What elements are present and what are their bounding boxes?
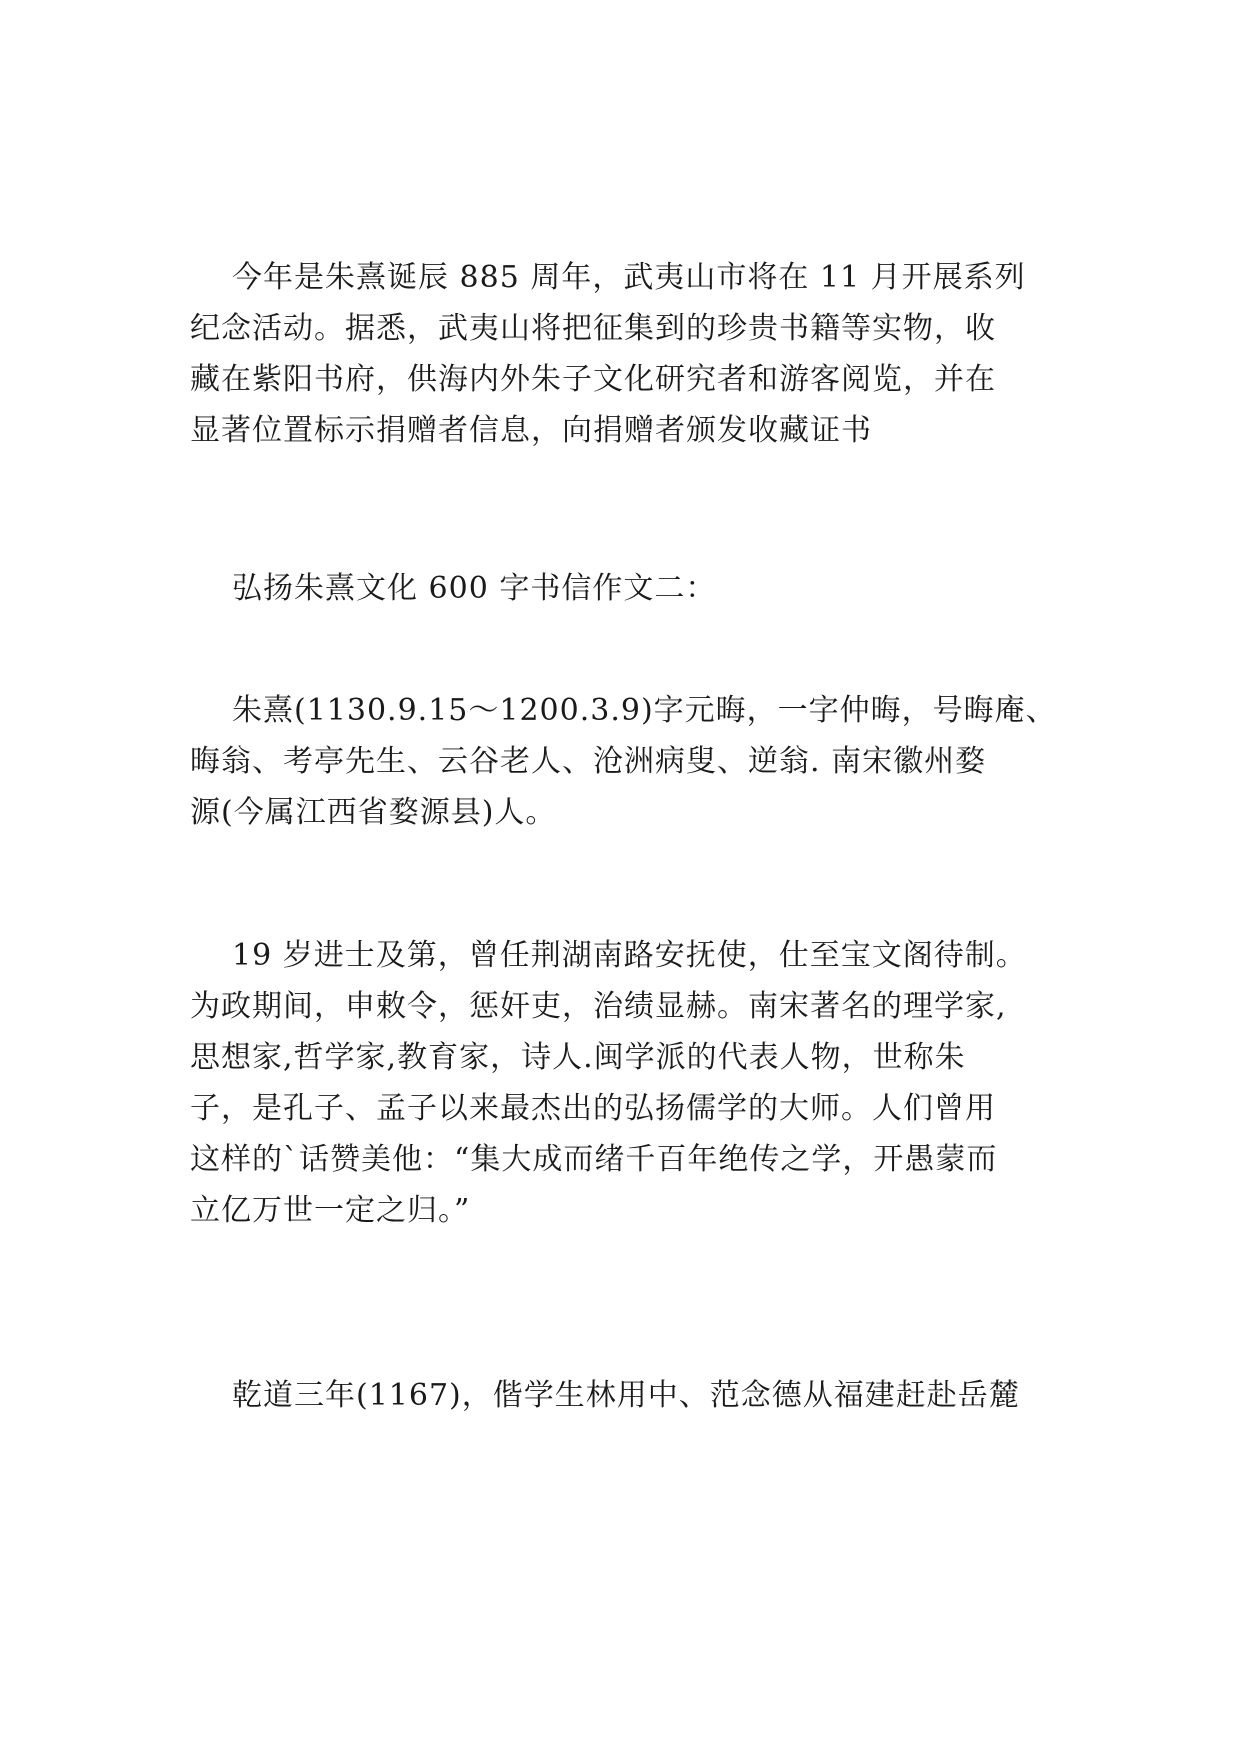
text-line: 立亿万世一定之归。”	[190, 1193, 471, 1228]
text-line: 纪念活动。据悉，武夷山将把征集到的珍贵书籍等实物，收	[190, 311, 996, 346]
text-line: 这样的`话赞美他：“集大成而绪千百年绝传之学，开愚蒙而	[190, 1142, 998, 1177]
text-line: 思想家,哲学家,教育家，诗人.闽学派的代表人物，世称朱	[190, 1040, 966, 1075]
text-line: 今年是朱熹诞辰 885 周年，武夷山市将在 11 月开展系列	[232, 260, 1026, 295]
section-heading: 弘扬朱熹文化 600 字书信作文二：	[232, 571, 717, 606]
text-line: 为政期间，申敕令，惩奸吏，治绩显赫。南宋著名的理学家,	[190, 989, 1007, 1024]
text-line: 晦翁、考亭先生、云谷老人、沧洲病叟、逆翁. 南宋徽州婺	[190, 744, 987, 779]
text-line: 显著位置标示捐赠者信息，向捐赠者颁发收藏证书	[190, 413, 872, 448]
text-line: 源(今属江西省婺源县)人。	[190, 795, 557, 830]
text-line: 朱熹(1130.9.15～1200.3.9)字元晦，一字仲晦，号晦庵、	[232, 693, 1057, 728]
text-line: 子，是孔子、孟子以来最杰出的弘扬儒学的大师。人们曾用	[190, 1091, 996, 1126]
paragraph-anniversary	[190, 252, 1050, 456]
paragraph-qiandao	[190, 1370, 1050, 1421]
paragraph-biography	[190, 685, 1057, 838]
text-line: 藏在紫阳书府，供海内外朱子文化研究者和游客阅览，并在	[190, 362, 996, 397]
paragraph-career	[190, 930, 1050, 1236]
text-line: 19 岁进士及第，曾任荆湖南路安抚使，仕至宝文阁待制。	[232, 938, 1027, 973]
text-line: 乾道三年(1167)，偕学生林用中、范念德从福建赶赴岳麓	[232, 1378, 1020, 1413]
